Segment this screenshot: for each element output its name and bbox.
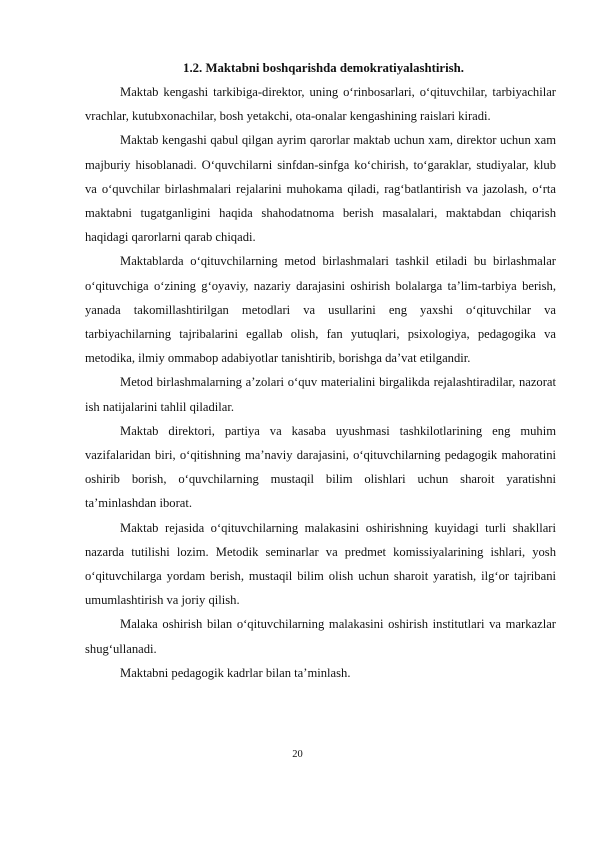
document-page (85, 56, 556, 685)
paragraph-method-associations: Maktablarda o‘qituvchilarning metod birlashmalari tashkil etiladi bu birlashmalar o‘qituvchiga o‘zining g‘oyaviy, nazariy darajasini oshirish bolalarga ta’lim-tarbiya berish, yanada takomillashtirilgan metodlari va usullarini eng yaxshi o‘qituvchilar va tarbiyachilarning tajribalarini egallab olish, fan yutuqlari, psixologiya, pedagogika va metodika, ilmiy ommabop adabiyotlar tanishtirib, borishga da’vat etilgandir. (85, 254, 556, 366)
paragraph-council-decisions: Maktab kengashi qabul qilgan ayrim qarorlar maktab uchun xam, direktor uchun xam majburiy hisoblanadi. O‘quvchilarni sinfdan-sinfga ko‘chirish, to‘garaklar, studiyalar, klub va o‘quvchilar birlashmalari rejalarini muhokama qiladi, rag‘batlantirish va jazolash, o‘rta maktabni tugatganligini haqida shahodatnoma berish masalalari, maktabdan chiqarish haqidagi qarorlarni qarab chiqadi. (85, 133, 556, 245)
paragraph-school-council: Maktab kengashi tarkibiga-direktor, uning o‘rinbosarlari, o‘qituvchilar, tarbiyachilar vrachlar, kutubxonachilar, bosh yetakchi, ota-onalar kengashining raislari kiradi. (85, 85, 556, 124)
paragraph-association-members: Metod birlashmalarning a’zolari o‘quv materialini birgalikda rejalashtiradilar, nazorat ish natijalarini tahlil qiladilar. (85, 375, 556, 414)
page-number: 20 (292, 749, 303, 760)
paragraph-staffing: Maktabni pedagogik kadrlar bilan ta’minlash. (120, 665, 351, 680)
paragraph-qualification-institutes: Malaka oshirish bilan o‘qituvchilarning malakasini oshirish institutlari va markazlar shug‘ullanadi. (85, 617, 556, 656)
section-heading: 1.2. Maktabni boshqarishda demokratiyalashtirish. (183, 61, 464, 75)
paragraph-school-plan: Maktab rejasida o‘qituvchilarning malakasini oshirishning kuyidagi turli shakllari nazarda tutilishi lozim. Metodik seminarlar va predmet komissiyalarining ishlari, yosh o‘qituvchilarga yordam berish, mustaqil bilim olish uchun sharoit yaratish, ilg‘or tajribani umumlashtirish va joriy qilish. (85, 520, 556, 608)
paragraph-director-tasks: Maktab direktori, partiya va kasaba uyushmasi tashkilotlarining eng muhim vazifalaridan biri, o‘qitishning ma’naviy darajasini, o‘qituvchilarning pedagogik mahoratini oshirib borish, o‘quvchilarning mustaqil bilim olishlari uchun sharoit yaratishni ta’minlashdan iborat. (85, 423, 556, 511)
